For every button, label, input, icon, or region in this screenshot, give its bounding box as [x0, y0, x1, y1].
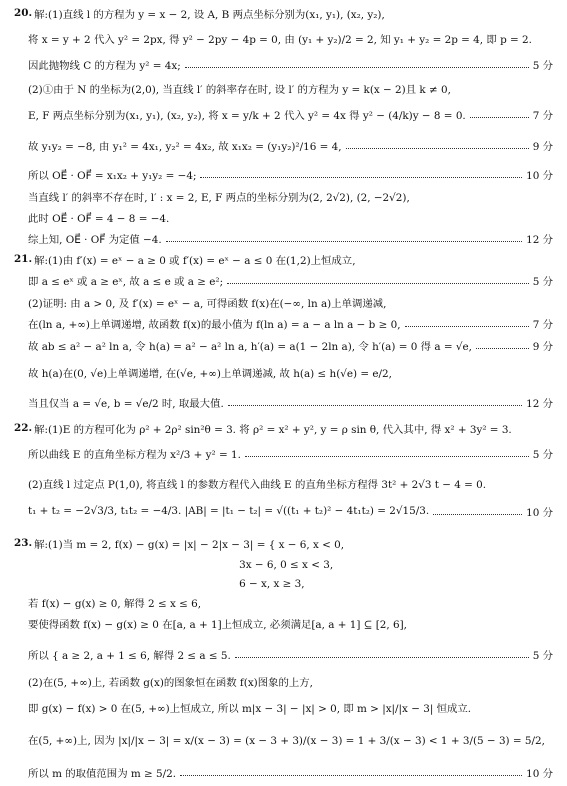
- line-text: 解:(1)E 的方程可化为 ρ² + 2ρ² sin²θ = 3. 将 ρ² = x² + y², y = ρ sin θ, 代入其中, 得 x² + 3y² = 3.: [34, 423, 512, 436]
- solution-line: [28, 671, 553, 691]
- solution-line: [28, 729, 553, 749]
- solution-line: [14, 418, 553, 438]
- question-number: 22.: [14, 422, 33, 434]
- line-text: 所以 OE⃗ · OF⃗ = x₁x₂ + y₁y₂ = −4;: [28, 169, 197, 182]
- score-label: 5 分: [532, 275, 553, 288]
- line-text: 将 x = y + 2 代入 y² = 2px, 得 y² − 2py − 4p = 0, 由 (y₁ + y₂)/2 = 2, 知 y₁ + y₂ = 2p = 4, 即 p = 2.: [28, 33, 532, 46]
- solution-line: [14, 533, 553, 553]
- dot-leader: [470, 116, 529, 118]
- line-text: 在(5, +∞)上, 因为 |x|/|x − 3| = x/(x − 3) = (x − 3 + 3)/(x − 3) = 1 + 3/(x − 3) < 1 + 3/(5 − 3) = 5/2,: [28, 734, 545, 747]
- solution-line: [28, 78, 553, 98]
- score-label: 5 分: [532, 448, 553, 461]
- line-text: 故 ab ≤ a² − a² ln a, 令 h(a) = a² − a² ln a, h′(a) = a(1 − 2ln a), 令 h′(a) = 0 得 a = √e,: [28, 340, 472, 353]
- line-text: 解:(1)当 m = 2, f(x) − g(x) = |x| − 2|x − 3| = { x − 6, x < 0,: [34, 538, 345, 551]
- score-label: 9 分: [532, 340, 553, 353]
- line-text: 此时 OE⃗ · OF⃗ = 4 − 8 = −4.: [28, 212, 170, 225]
- solution-line: [28, 28, 553, 48]
- score-label: 5 分: [532, 649, 553, 662]
- line-text: 所以 { a ≥ 2, a + 1 ≤ 6, 解得 2 ≤ a ≤ 5.: [28, 649, 231, 662]
- line-text: (2)在(5, +∞)上, 若函数 g(x)的图象恒在函数 f(x)图象的上方,: [28, 676, 313, 689]
- line-text: 当直线 l′ 的斜率不存在时, l′ : x = 2, E, F 两点的坐标分别为(2, 2√2), (2, −2√2),: [28, 191, 410, 204]
- line-text: 所以曲线 E 的直角坐标方程为 x²/3 + y² = 1.: [28, 448, 241, 461]
- line-text: t₁ + t₂ = −2√3/3, t₁t₂ = −4/3. |AB| = |t₁ − t₂| = √((t₁ + t₂)² − 4t₁t₂) = 2√15/3.: [28, 505, 430, 517]
- score-label: 12 分: [526, 397, 553, 410]
- score-label: 10 分: [526, 767, 553, 780]
- solution-line: [28, 592, 553, 612]
- line-text: 即 a ≤ eˣ 或 a ≥ eˣ, 故 a ≤ e 或 a ≥ e²;: [28, 275, 224, 288]
- solution-line: [28, 613, 553, 633]
- line-text: 在(ln a, +∞)上单调递增, 故函数 f(x)的最小值为 f(ln a) = a − a ln a − b ≥ 0,: [28, 318, 401, 331]
- question-number: 21.: [14, 253, 33, 265]
- dot-leader: [245, 455, 529, 457]
- solution-line: [28, 104, 553, 124]
- solution-line: [28, 392, 553, 412]
- solution-line: [28, 135, 553, 155]
- score-label: 7 分: [532, 109, 553, 122]
- solution-line: [14, 249, 553, 269]
- solution-line: [28, 335, 553, 355]
- solution-line: [28, 313, 553, 333]
- solution-line: [28, 644, 553, 664]
- solution-line: [14, 3, 553, 23]
- score-label: 5 分: [532, 59, 553, 72]
- line-text: (2)直线 l 过定点 P(1,0), 将直线 l 的参数方程代入曲线 E 的直角坐标方程得 3t² + 2√3 t − 4 = 0.: [28, 478, 487, 491]
- score-label: 9 分: [532, 140, 553, 153]
- solution-line: [28, 473, 553, 493]
- solution-line: [28, 362, 553, 382]
- dot-leader: [185, 66, 529, 68]
- score-label: 7 分: [532, 318, 553, 331]
- dot-leader: [235, 656, 529, 658]
- line-text: 要使得函数 f(x) − g(x) ≥ 0 在[a, a + 1]上恒成立, 必须满足[a, a + 1] ⊆ [2, 6],: [28, 618, 407, 631]
- line-text: 3x − 6, 0 ≤ x < 3,: [28, 558, 334, 571]
- line-text: E, F 两点坐标分别为(x₁, y₁), (x₂, y₂), 将 x = y/k + 2 代入 y² = 4x 得 y² − (4/k)y − 8 = 0.: [28, 109, 466, 122]
- score-label: 10 分: [526, 169, 553, 182]
- solution-line: [28, 501, 553, 521]
- solution-line: [28, 697, 553, 717]
- dot-leader: [476, 347, 529, 349]
- question-number: 20.: [14, 7, 33, 19]
- line-text: 即 g(x) − f(x) > 0 在(5, +∞)上恒成立, 所以 m|x − 3| − |x| > 0, 即 m > |x|/|x − 3| 恒成立.: [28, 702, 472, 715]
- dot-leader: [227, 282, 529, 284]
- dot-leader: [433, 513, 522, 515]
- line-text: 综上知, OE⃗ · OF⃗ 为定值 −4.: [28, 233, 162, 246]
- solution-line: [28, 572, 553, 592]
- dot-leader: [180, 774, 522, 776]
- solution-line: [28, 54, 553, 74]
- dot-leader: [228, 404, 522, 406]
- solution-line: [28, 762, 553, 782]
- question-number: 23.: [14, 537, 33, 549]
- line-text: 故 h(a)在(0, √e)上单调递增, 在(√e, +∞)上单调递减, 故 h(a) ≤ h(√e) = e/2,: [28, 367, 392, 380]
- solution-line: [28, 292, 553, 312]
- dot-leader: [346, 147, 529, 149]
- solution-line: [28, 553, 553, 573]
- solution-line: [28, 228, 553, 248]
- line-text: 6 − x, x ≥ 3,: [28, 577, 305, 590]
- solution-line: [28, 164, 553, 184]
- dot-leader: [166, 240, 522, 242]
- solution-line: [28, 270, 553, 290]
- solution-line: [28, 207, 553, 227]
- score-label: 10 分: [526, 506, 553, 519]
- line-text: (2)①由于 N 的坐标为(2,0), 当直线 l′ 的斜率存在时, 设 l′ 的方程为 y = k(x − 2)且 k ≠ 0,: [28, 83, 451, 96]
- line-text: 解:(1)由 f′(x) = eˣ − a ≥ 0 或 f′(x) = eˣ − a ≤ 0 在(1,2)上恒成立,: [34, 254, 356, 267]
- line-text: 当且仅当 a = √e, b = √e/2 时, 取最大值.: [28, 397, 224, 410]
- dot-leader: [405, 325, 529, 327]
- line-text: 解:(1)直线 l 的方程为 y = x − 2, 设 A, B 两点坐标分别为(x₁, y₁), (x₂, y₂),: [34, 8, 385, 21]
- line-text: 因此抛物线 C 的方程为 y² = 4x;: [28, 59, 181, 72]
- dot-leader: [200, 176, 522, 178]
- line-text: (2)证明: 由 a > 0, 及 f′(x) = eˣ − a, 可得函数 f(x)在(−∞, ln a)上单调递减,: [28, 297, 387, 310]
- solution-line: [28, 443, 553, 463]
- score-label: 12 分: [526, 233, 553, 246]
- line-text: 所以 m 的取值范围为 m ≥ 5/2.: [28, 767, 177, 780]
- line-text: 若 f(x) − g(x) ≥ 0, 解得 2 ≤ x ≤ 6,: [28, 597, 202, 610]
- solution-line: [28, 186, 553, 206]
- line-text: 故 y₁y₂ = −8, 由 y₁² = 4x₁, y₂² = 4x₂, 故 x₁x₂ = (y₁y₂)²/16 = 4,: [28, 140, 342, 153]
